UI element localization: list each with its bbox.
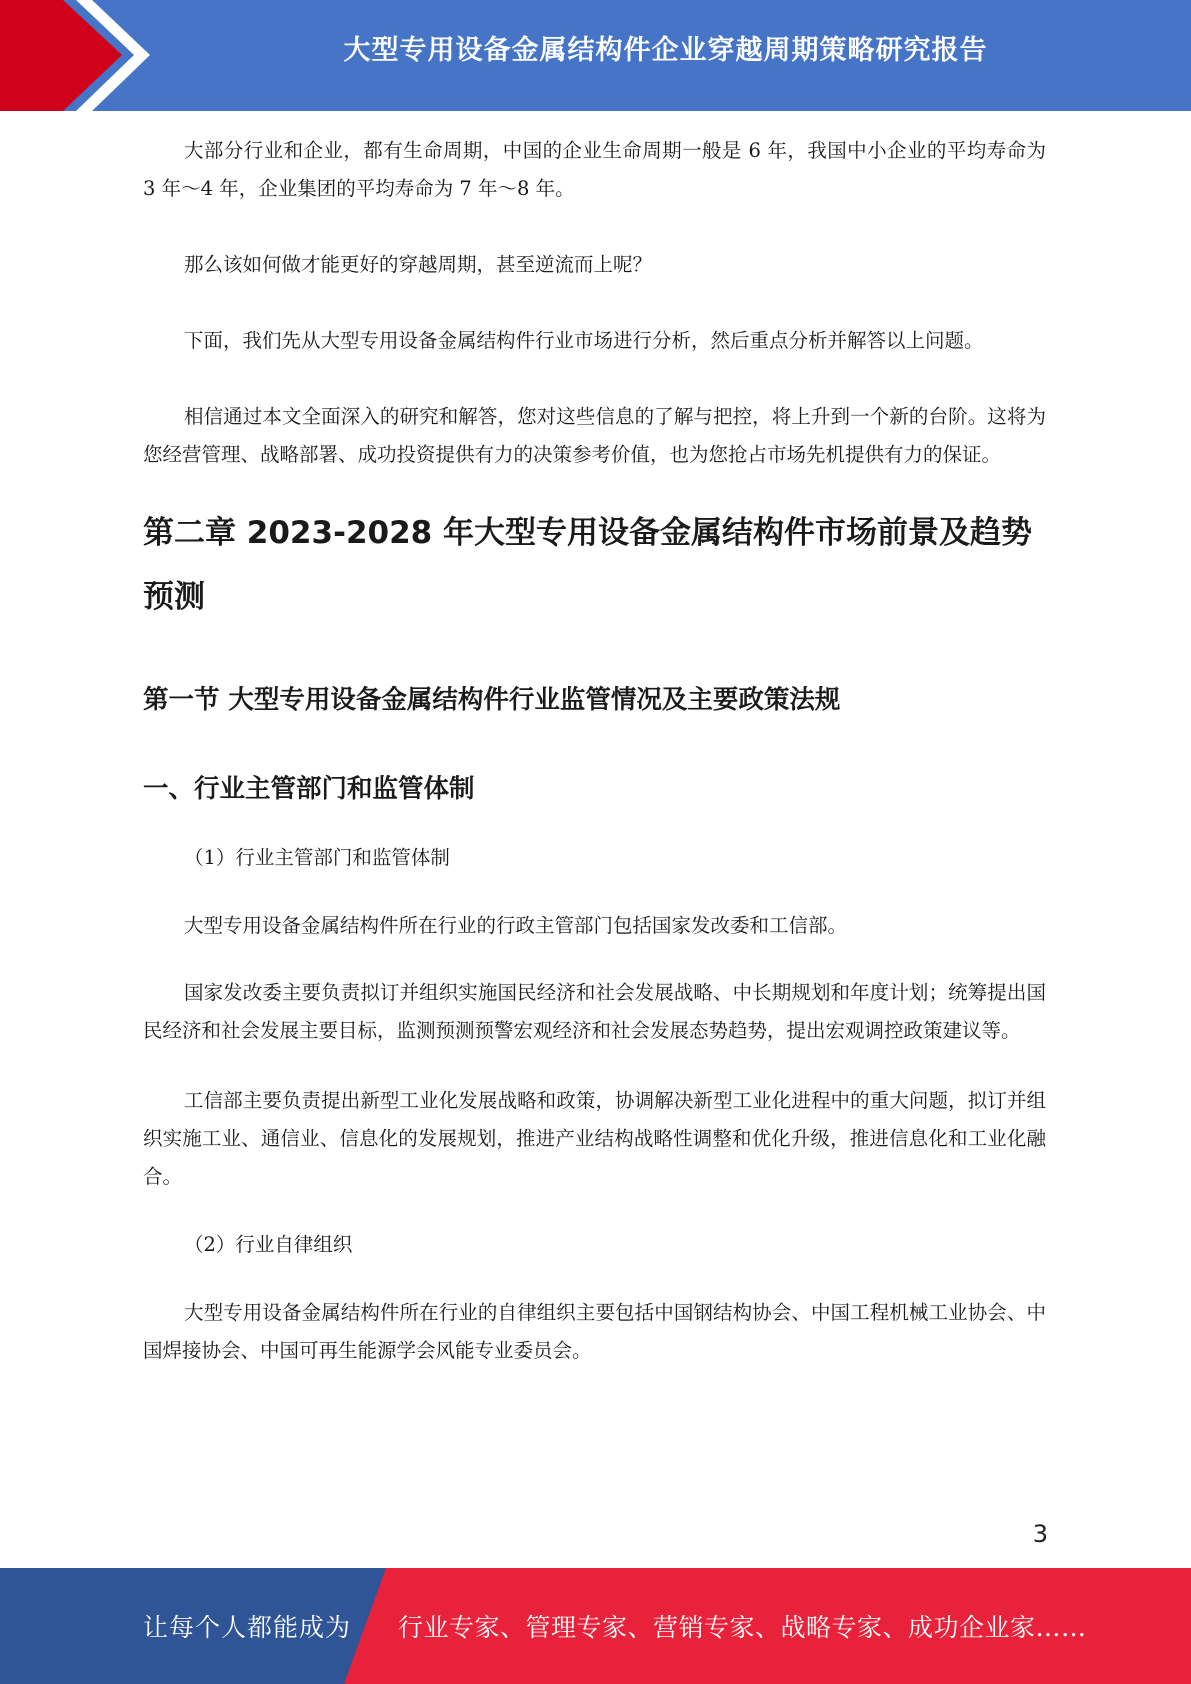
footer-banner — [0, 1568, 1191, 1684]
body-paragraph-3: 工信部主要负责提出新型工业化发展战略和政策，协调解决新型工业化进程中的重大问题，拟订并组织实施工业、通信业、信息化的发展规划，推进产业结构战略性调整和优化升级，推进信息化和工业化融合。 — [143, 1089, 1046, 1188]
header-banner — [0, 0, 1191, 111]
page-number: 3 — [1032, 1520, 1048, 1548]
intro-paragraph-2: 那么该如何做才能更好的穿越周期，甚至逆流而上呢？ — [184, 253, 653, 276]
body-paragraph-4: 大型专用设备金属结构件所在行业的自律组织主要包括中国钢结构协会、中国工程机械工业协会、中国焊接协会、中国可再生能源学会风能专业委员会。 — [143, 1301, 1046, 1362]
body-paragraph-1: 大型专用设备金属结构件所在行业的行政主管部门包括国家发改委和工信部。 — [184, 914, 848, 937]
header-chevron-decoration — [0, 0, 150, 111]
list-item-1: （1）行业主管部门和监管体制 — [184, 846, 450, 869]
intro-paragraph-1: 大部分行业和企业，都有生命周期，中国的企业生命周期一般是 6 年，我国中小企业的平均寿命为 3 年～4 年，企业集团的平均寿命为 7 年～8 年。 — [143, 139, 1046, 200]
footer-slogan-right: 行业专家、管理专家、营销专家、战略专家、成功企业家…… — [398, 1613, 1087, 1642]
report-title: 大型专用设备金属结构件企业穿越周期策略研究报告 — [343, 35, 988, 66]
footer-slogan-left: 让每个人都能成为 — [143, 1613, 352, 1642]
subsection-heading: 一、行业主管部门和监管体制 — [143, 774, 475, 804]
list-item-2: （2）行业自律组织 — [184, 1233, 353, 1256]
intro-paragraph-3: 下面，我们先从大型专用设备金属结构件行业市场进行分析，然后重点分析并解答以上问题。 — [184, 329, 984, 352]
intro-paragraph-4: 相信通过本文全面深入的研究和解答，您对这些信息的了解与把控，将上升到一个新的台阶。这将为您经营管理、战略部署、成功投资提供有力的决策参考价值，也为您抢占市场先机提供有力的保证。 — [143, 405, 1046, 466]
chapter-heading: 第二章 2023-2028 年大型专用设备金属结构件市场前景及趋势预测 — [143, 515, 1033, 615]
body-paragraph-2: 国家发改委主要负责拟订并组织实施国民经济和社会发展战略、中长期规划和年度计划；统筹提出国民经济和社会发展主要目标，监测预测预警宏观经济和社会发展态势趋势，提出宏观调控政策建议等。 — [143, 981, 1046, 1042]
document-body — [143, 132, 1046, 1370]
section-heading: 第一节 大型专用设备金属结构件行业监管情况及主要政策法规 — [143, 685, 841, 715]
